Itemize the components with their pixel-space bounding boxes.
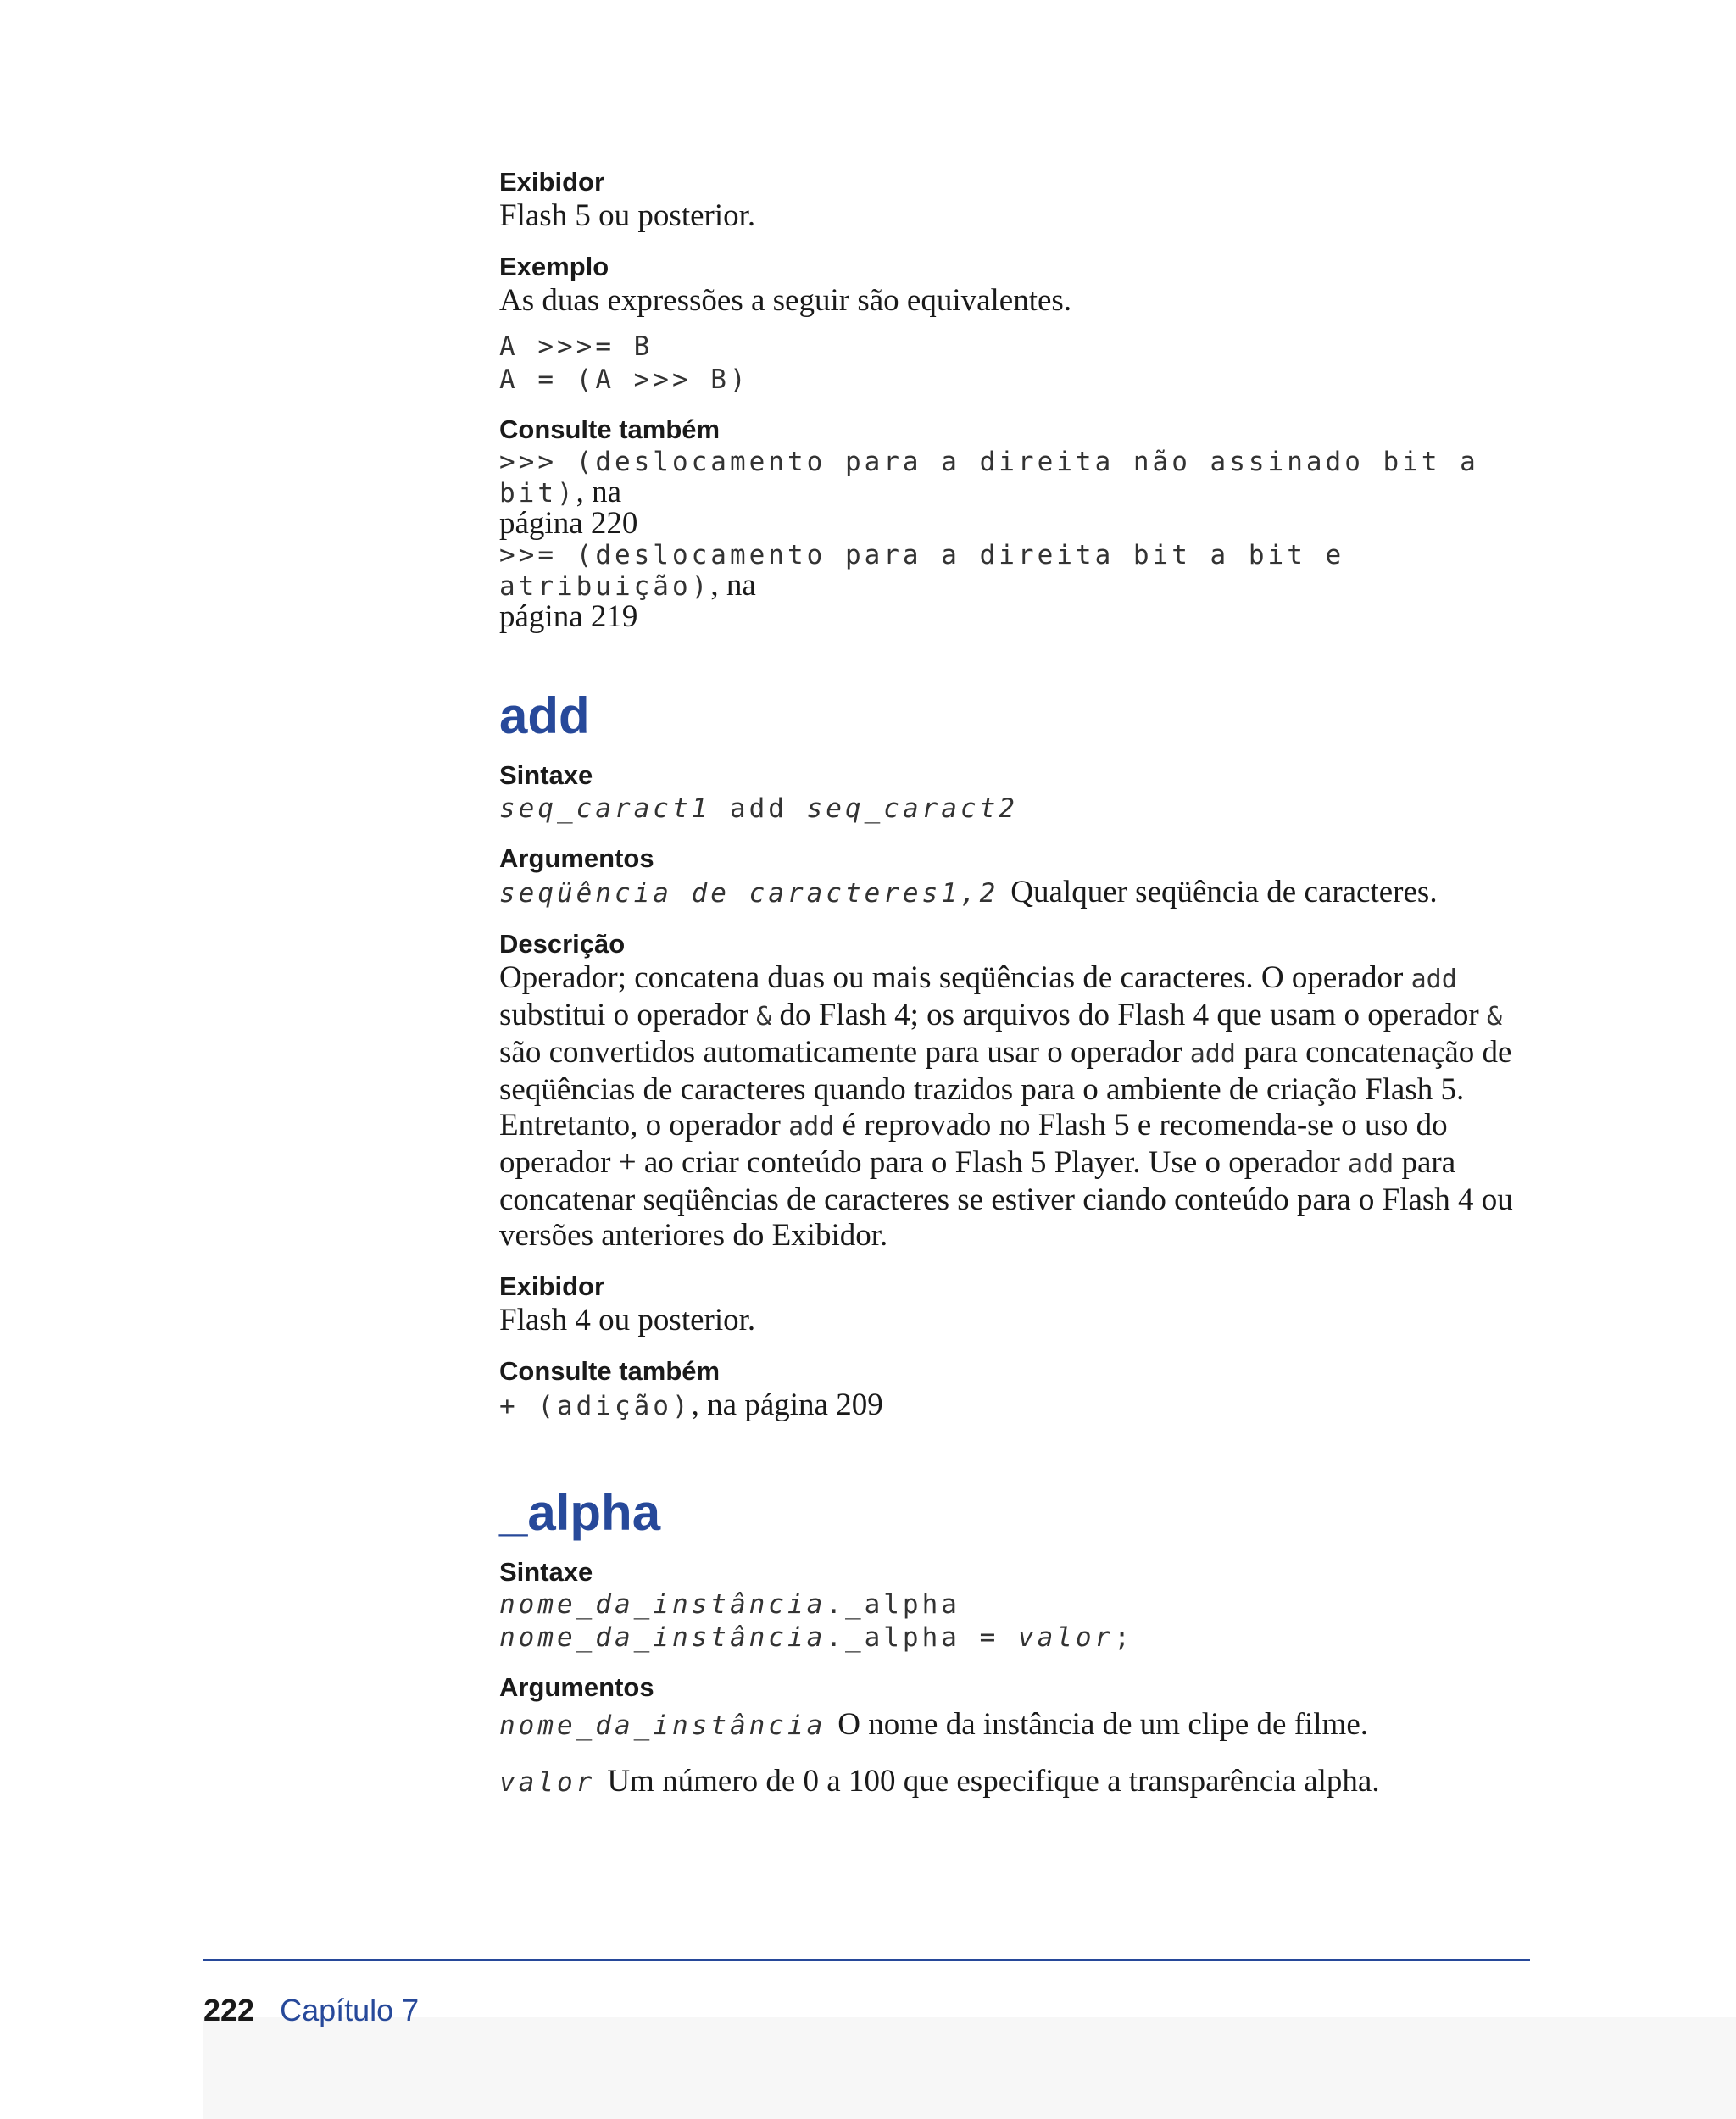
exibidor-label: Exibidor (499, 167, 605, 197)
ref-code: >>> (deslocamento para a direita não assinado bit a bit) (499, 447, 1479, 509)
syntax-arg: seq_caract1 (499, 793, 711, 824)
ref-code: + (adição) (499, 1391, 692, 1421)
desc-text: é reprovado no Flash 5 e recomenda-se o uso do operador + ao criar conteúdo para o Flash 5 Player. Use o operador (499, 1108, 1448, 1180)
sintaxe-label: Sintaxe (499, 760, 593, 790)
syntax-arg: seq_caract2 (806, 793, 1018, 824)
page-number: 222 (203, 1993, 255, 2027)
footer-rule (203, 1959, 1530, 1961)
syntax-arg: nome_da_instância (499, 1622, 826, 1653)
code-line: A >>>= B (499, 331, 654, 362)
desc-text: para concatenação de seqüências de caracteres quando trazidos para o ambiente de criação Flash 5. Entretanto, o operador (499, 1035, 1512, 1143)
argument-line (499, 1704, 1542, 1747)
exibidor-text: Flash 5 ou posterior. (499, 198, 756, 233)
desc-text: substitui o operador (499, 998, 757, 1032)
chapter-label: Capítulo 7 (280, 1993, 420, 2027)
page-footer (203, 1992, 419, 2029)
argument-line (499, 875, 1542, 911)
syntax-arg: nome_da_instância (499, 1589, 826, 1620)
inline-code: & (1486, 1002, 1503, 1032)
exibidor-text: Flash 4 ou posterior. (499, 1303, 756, 1338)
arg-name: seqüência de caracteres1,2 (499, 878, 999, 909)
add-syntax (499, 792, 1542, 826)
description-paragraph (499, 960, 1542, 1254)
ref-page: página 220 (499, 506, 638, 541)
inline-code: & (756, 1002, 772, 1032)
section-title-add: add (499, 687, 590, 744)
ref-suffix: , na página 209 (691, 1388, 883, 1422)
inline-code: add (1410, 965, 1457, 994)
argumentos-label: Argumentos (499, 843, 654, 873)
exemplo-label: Exemplo (499, 252, 609, 281)
desc-text: são convertidos automaticamente para usar o operador (499, 1035, 1190, 1070)
syntax-arg: valor (1017, 1622, 1115, 1653)
desc-text: para concatenar seqüências de caracteres se estiver ciando conteúdo para o Flash 4 ou versões anteriores do Exibidor. (499, 1145, 1513, 1253)
inline-code: add (1348, 1149, 1394, 1179)
argument-line (499, 1760, 1542, 1804)
syntax-code: ._alpha (826, 1589, 960, 1620)
syntax-code: ; (1114, 1622, 1133, 1653)
syntax-code: ._alpha = (826, 1622, 1018, 1653)
syntax-operator: add (710, 793, 807, 824)
see-also-ref[interactable] (499, 446, 1542, 539)
ref-page: página 219 (499, 599, 638, 634)
arg-name: valor (499, 1767, 596, 1798)
arg-desc: Qualquer seqüência de caracteres. (1010, 875, 1438, 909)
inline-code: add (788, 1112, 835, 1142)
desc-text: do Flash 4; os arquivos do Flash 4 que usam o operador (771, 998, 1487, 1032)
arg-name: nome_da_instância (499, 1710, 826, 1741)
see-also-ref[interactable] (499, 1388, 1542, 1424)
page-content (499, 166, 1542, 1804)
section-title-alpha: _alpha (499, 1484, 661, 1541)
consulte-label: Consulte também (499, 1356, 721, 1386)
ref-suffix: , na (576, 475, 622, 509)
sintaxe-label: Sintaxe (499, 1557, 593, 1587)
see-also-ref[interactable] (499, 539, 1542, 632)
ref-code: >>= (deslocamento para a direita bit a bit e atribuição) (499, 540, 1345, 602)
descricao-label: Descrição (499, 929, 626, 959)
exemplo-text: As duas expressões a seguir são equivalentes. (499, 283, 1072, 318)
alpha-syntax (499, 1588, 1542, 1655)
code-line: A = (A >>> B) (499, 364, 749, 395)
arg-desc: O nome da instância de um clipe de filme. (837, 1707, 1368, 1742)
desc-text: Operador; concatena duas ou mais seqüências de caracteres. O operador (499, 960, 1411, 995)
ref-suffix: , na (710, 568, 756, 603)
exibidor-label: Exibidor (499, 1271, 605, 1301)
inline-code: add (1189, 1039, 1236, 1069)
example-code-block (499, 331, 1542, 397)
footer-shade (203, 2017, 1736, 2119)
arg-desc: Um número de 0 a 100 que especifique a transparência alpha. (607, 1764, 1380, 1799)
consulte-label: Consulte também (499, 414, 721, 444)
argumentos-label: Argumentos (499, 1672, 654, 1702)
